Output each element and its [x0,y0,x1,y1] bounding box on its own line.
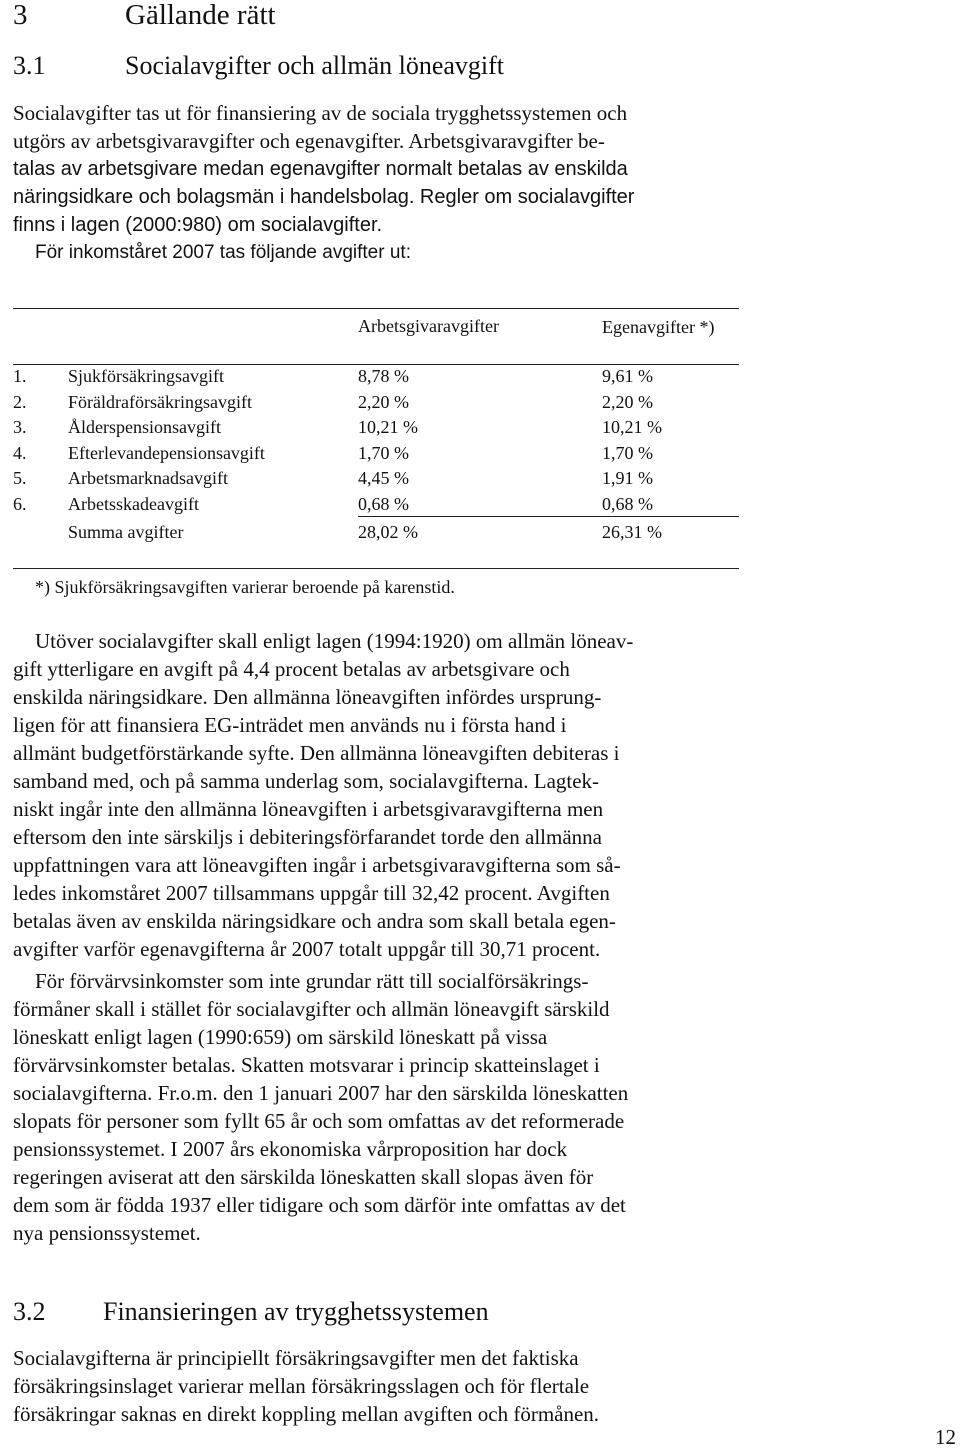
section-number: 3 [13,0,28,31]
text-line: försäkringsinslaget varierar mellan försäkringsslagen och för flertale [13,1374,590,1398]
text-line: talas av arbetsgivare medan egenavgifter normalt betalas av enskilda [13,158,628,180]
text-line: samband med, och på samma underlag som, socialavgifterna. Lagtek- [13,769,600,793]
row-employer: 10,21 % [358,417,418,437]
table-bottom-rule [13,568,739,569]
subsection-number: 3.1 [13,51,46,80]
table-row [13,417,662,443]
row-self: 1,70 % [602,442,653,463]
table-row [13,468,662,494]
text-line: Utöver socialavgifter skall enligt lagen (1994:1920) om allmän löneav- [35,629,634,653]
text-line: försäkringar saknas en direkt koppling mellan avgiften och förmånen. [13,1402,600,1426]
row-self: 9,61 % [602,366,653,386]
text-line: nya pensionssystemet. [13,1221,201,1245]
row-self: 1,91 % [602,468,653,488]
text-line: avgifter varför egenavgifterna år 2007 totalt uppgår till 30,71 procent. [13,937,601,961]
text-line: slopats för personer som fyllt 65 år och som omfattas av det reformerade [13,1109,625,1133]
text-line: dem som är födda 1937 eller tidigare och som därför inte omfattas av det [13,1193,626,1217]
table-row [13,366,662,392]
paragraph-lonavgift [13,627,740,963]
page-number: 12 [935,1425,956,1449]
row-name: Arbetsskadeavgift [68,493,199,514]
row-employer: 2,20 % [358,391,409,412]
table-row [13,392,662,418]
text-line: förmåner skall i stället för socialavgifter och allmän löneavgift särskild [13,997,610,1021]
row-number: 4. [13,442,27,463]
row-self: 0,68 % [602,493,653,514]
text-line: uppfattningen vara att löneavgiften ingår i arbetsgivaravgifterna som så- [13,853,621,877]
text-line: Socialavgifter tas ut för finansiering av de sociala trygghetssystemen och [13,101,628,125]
subsection-title: Finansieringen av trygghetssystemen [103,1297,489,1326]
total-employer: 28,02 % [358,522,418,542]
text-line: eftersom den inte särskiljs i debiteringsförfarandet torde den allmänna [13,825,602,849]
row-self: 10,21 % [602,417,662,437]
table-footnote: *) Sjukförsäkringsavgiften varierar beroende på karenstid. [35,577,455,597]
row-employer: 0,68 % [358,493,409,514]
row-employer: 1,70 % [358,442,409,463]
text-line: betalas även av enskilda näringsidkare och andra som skall betala egen- [13,909,616,933]
text-line: löneskatt enligt lagen (1990:659) om särskild löneskatt på vissa [13,1025,548,1049]
row-number: 6. [13,493,27,514]
row-number: 5. [13,468,27,488]
subsection-heading-3-1 [13,50,913,82]
row-number: 3. [13,417,27,437]
row-name: Arbetsmarknadsavgift [68,468,228,488]
text-line: utgörs av arbetsgivaravgifter och egenavgifter. Arbetsgivaravgifter be- [13,129,605,153]
row-number: 1. [13,366,27,386]
text-line: näringsidkare och bolagsmän i handelsbolag. Regler om socialavgifter [13,186,635,208]
row-name: Efterlevandepensionsavgift [68,442,265,463]
table-row [13,443,662,469]
header-employer: Arbetsgivaravgifter [358,316,499,336]
text-line: allmänt budgetförstärkande syfte. Den allmänna löneavgiften debiteras i [13,741,620,765]
text-line: niskt ingår inte den allmänna löneavgiften i arbetsgivaravgifterna men [13,797,604,821]
text-line: gift ytterligare en avgift på 4,4 procent betalas av arbetsgivare och [13,657,570,681]
text-line: Socialavgifterna är principiellt försäkringsavgifter men det faktiska [13,1346,579,1370]
subsection-title: Socialavgifter och allmän löneavgift [125,51,505,80]
header-self: Egenavgifter *) [602,317,715,337]
sum-rule [358,516,739,517]
row-name: Sjukförsäkringsavgift [68,366,224,386]
row-name: Ålderspensionsavgift [68,417,221,437]
text-line: För förvärvsinkomster som inte grundar rätt till socialförsäkrings- [35,969,589,993]
row-employer: 4,45 % [358,468,409,488]
text-line: förvärvsinkomster betalas. Skatten motsvarar i princip skatteinslaget i [13,1053,600,1077]
text-line: ledes inkomståret 2007 tillsammans uppgår till 32,42 procent. Avgiften [13,881,610,905]
text-line: pensionssystemet. I 2007 års ekonomiska vårproposition har dock [13,1137,568,1161]
text-line: finns i lagen (2000:980) om socialavgifter. [13,214,383,236]
table-intro: För inkomståret 2007 tas följande avgifter ut: [35,242,411,263]
paragraph-financing [13,1344,740,1428]
row-name: Föräldraförsäkringsavgift [68,391,252,412]
section-heading [13,0,276,32]
row-employer: 8,78 % [358,366,409,386]
paragraph-intro [13,99,740,239]
text-line: enskilda näringsidkare. Den allmänna löneavgiften infördes ursprung- [13,685,602,709]
row-number: 2. [13,391,27,412]
section-title: Gällande rätt [125,0,276,31]
subsection-number: 3.2 [13,1297,46,1326]
text-line: ligen för att finansiera EG-inträdet men används nu i första hand i [13,713,567,737]
text-line: socialavgifterna. Fr.o.m. den 1 januari 2007 har den särskilda löneskatten [13,1081,629,1105]
fee-table [13,366,662,519]
total-label: Summa avgifter [68,522,184,542]
row-self: 2,20 % [602,391,653,412]
table-top-rule [13,308,739,309]
total-self: 26,31 % [602,522,662,542]
subsection-heading-3-2 [13,1296,913,1328]
text-line: regeringen aviserat att den särskilda löneskatten skall slopas även för [13,1165,594,1189]
paragraph-loneskatt [13,967,740,1247]
